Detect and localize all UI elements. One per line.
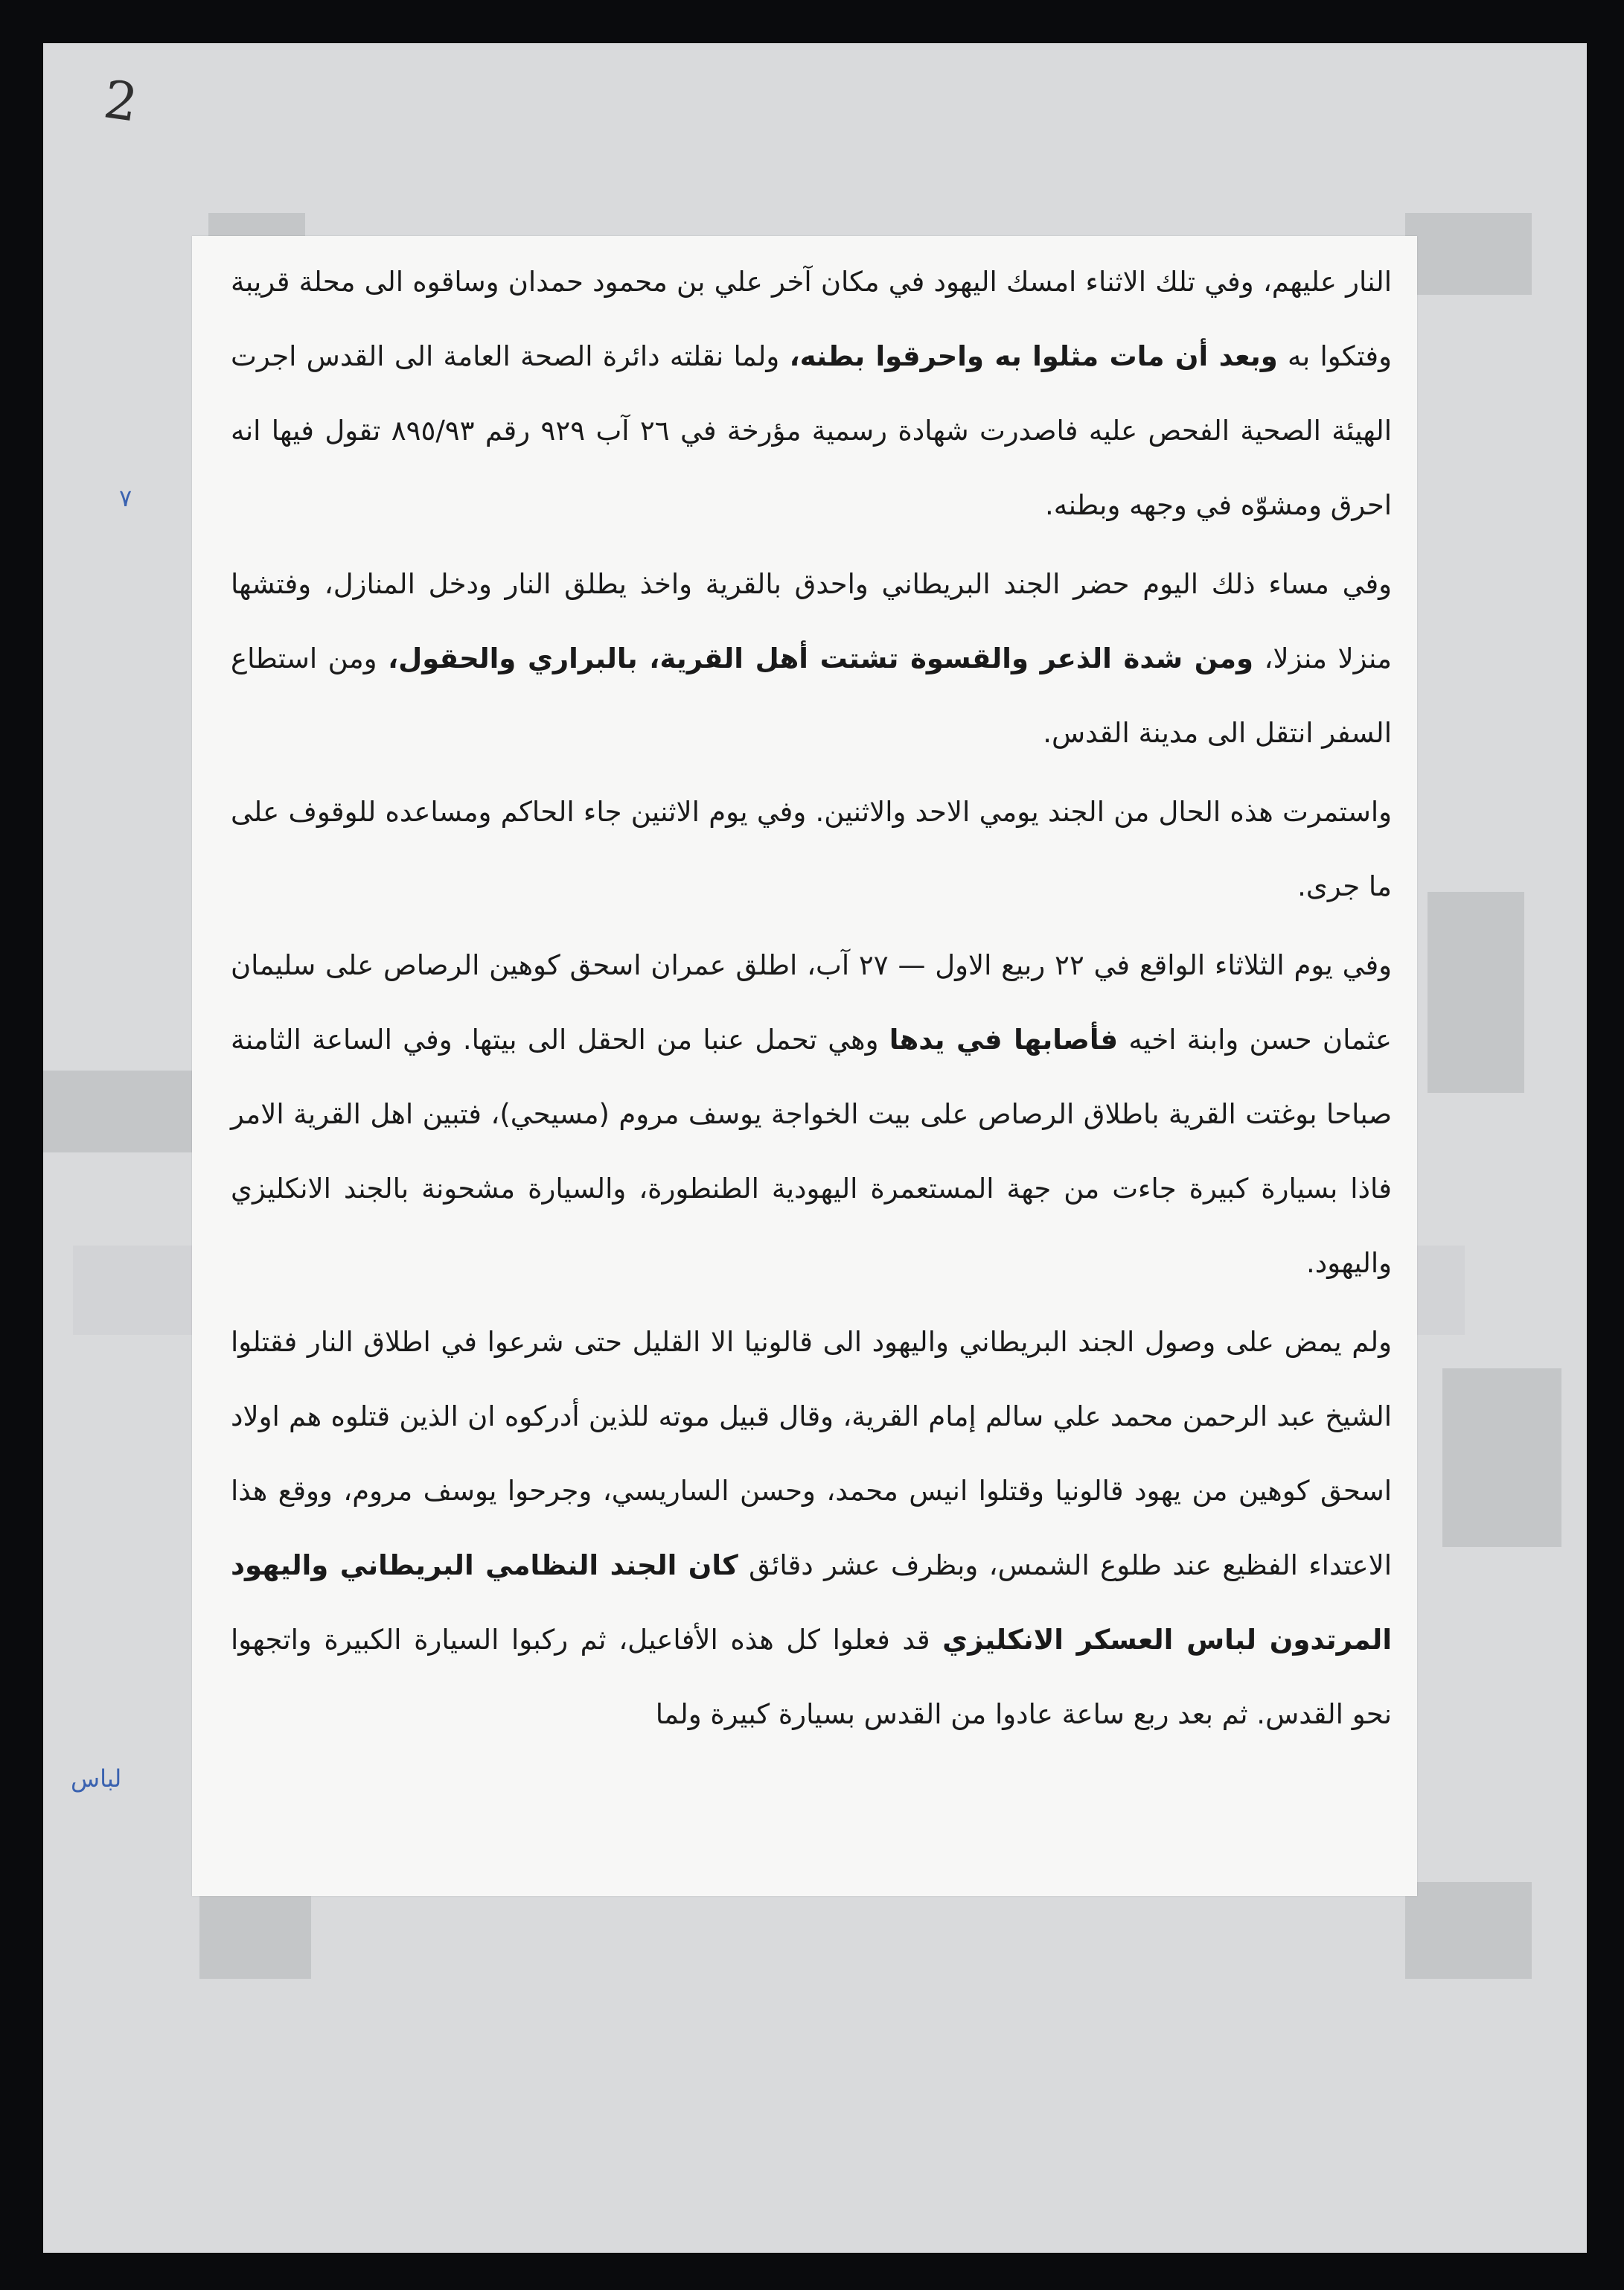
bold-text: فأصابها في يدها	[889, 1024, 1119, 1056]
text-run: وفي يوم الثلاثاء الواقع في ٢٢ ربيع الاول — ٢٧ آب، اطلق عمران اسحق كوهين الرصاص على سليمان عثمان حسن وابنة اخيه	[231, 949, 1393, 1056]
tape-strip	[43, 1071, 192, 1152]
tape-strip	[1405, 1882, 1532, 1979]
paragraph	[231, 928, 1392, 1301]
text-run: وهي تحمل عنبا من الحقل الى بيتها. وفي الساعة الثامنة صباحا بوغتت القرية باطلاق الرصاص على بيت الخواجة يوسف مروم (مسيحي)، فتبين اهل القرية الامر فاذا بسيارة كبيرة جاءت من جهة المستعمرة اليهودية الطنطورة، والسيارة مشحونة بالجند الانكليزي واليهود.	[231, 1024, 1392, 1279]
bold-text: وبعد أن مات مثلوا به واحرقوا بطنه،	[789, 340, 1278, 372]
tape-strip	[1442, 1368, 1561, 1547]
text-run: ولما نقلته دائرة الصحة العامة الى القدس اجرت الهيئة الصحية الفحص عليه فاصدرت شهادة رسمية مؤرخة في ٢٦ آب ٩٢٩ رقم ٨٩٥/٩٣ تقول فيها انه احرق ومشوّه في وجهه وبطنه.	[231, 340, 1393, 521]
paragraph	[231, 1305, 1392, 1752]
text-run: قد فعلوا كل هذه الأفاعيل، ثم ركبوا السيارة الكبيرة واتجهوا نحو القدس. ثم بعد ربع ساعة عادوا من القدس بسيارة كبيرة ولما	[231, 1624, 1392, 1730]
paragraph	[231, 775, 1392, 924]
text-run: وفي مساء ذلك اليوم حضر الجند البريطاني واحدق بالقرية واخذ يطلق النار ودخل المنازل، وفتشها منزلا منزلا،	[231, 568, 1392, 674]
margin-note: لباس	[71, 1764, 122, 1793]
body-text	[231, 245, 1392, 1756]
pasted-text-clipping	[192, 236, 1417, 1896]
bold-text: كان الجند النظامي البريطاني واليهود المرتدون لباس العسكر الانكليزي	[231, 1549, 1392, 1656]
tape-strip	[1405, 213, 1532, 295]
tape-strip	[1428, 892, 1524, 1093]
margin-note: ٧	[119, 484, 132, 512]
tape-strip	[199, 1882, 311, 1979]
text-run: النار عليهم، وفي تلك الاثناء امسك اليهود في مكان آخر علي بن محمود حمدان وساقوه الى محلة قريبة وفتكوا به	[231, 266, 1392, 372]
paragraph	[231, 547, 1392, 771]
text-run: ومن استطاع السفر انتقل الى مدينة القدس.	[231, 642, 1392, 749]
bold-text: ومن شدة الذعر والقسوة تشتت أهل القرية، بالبراري والحقول،	[388, 642, 1253, 674]
text-run: واستمرت هذه الحال من الجند يومي الاحد والاثنين. وفي يوم الاثنين جاء الحاكم ومساعده للوقوف على ما جرى.	[231, 796, 1392, 902]
paragraph	[231, 245, 1392, 543]
page-number: 2	[100, 68, 142, 134]
text-run: ولم يمض على وصول الجند البريطاني واليهود الى قالونيا الا القليل حتى شرعوا في اطلاق النار فقتلوا الشيخ عبد الرحمن محمد علي سالم إمام القرية، وقال قبيل موته للذين أدركوه ان الذين قتلوه هم اولاد اسحق كوهين من يهود قالونيا وقتلوا انيس محمد، وحسن الساريسي، وجرحوا يوسف مروم، ووقع هذا الاعتداء الفظيع عند طلوع الشمس، وبظرف عشر دقائق	[231, 1326, 1392, 1581]
